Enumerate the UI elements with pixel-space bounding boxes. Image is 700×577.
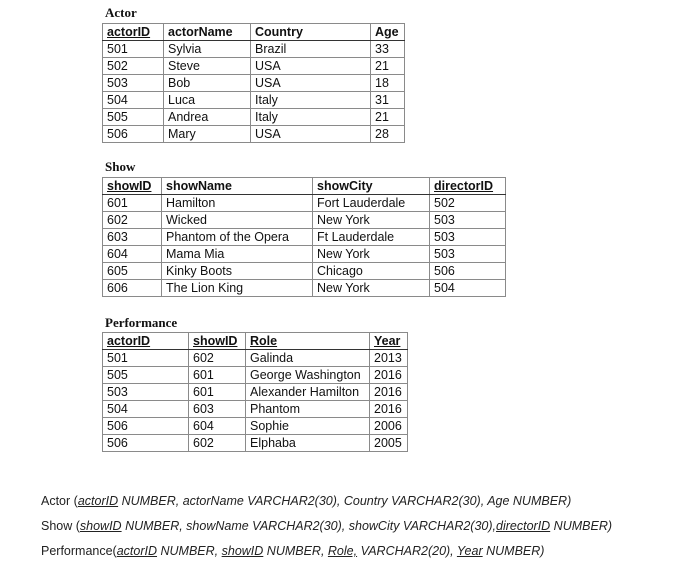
table-cell: 605	[103, 263, 162, 280]
table-cell: Sophie	[246, 418, 370, 435]
table-cell: USA	[251, 75, 371, 92]
table-row	[103, 212, 506, 229]
schema-show-key2: directorID	[496, 519, 551, 533]
schema-show-key: showID	[79, 519, 122, 533]
table-cell: 506	[103, 435, 189, 452]
schema-performance-mid2: NUMBER,	[263, 544, 328, 558]
table-cell: Hamilton	[162, 195, 313, 212]
table-cell: Mama Mia	[162, 246, 313, 263]
table-cell: 501	[103, 350, 189, 367]
actor-header-row	[103, 24, 405, 41]
table-cell: 2016	[370, 384, 408, 401]
table-cell: 31	[371, 92, 405, 109]
table-cell: Ft Lauderdale	[313, 229, 430, 246]
table-cell: Phantom	[246, 401, 370, 418]
table-cell: 503	[430, 212, 506, 229]
table-cell: 505	[103, 109, 164, 126]
table-cell: 2013	[370, 350, 408, 367]
table-cell: Italy	[251, 92, 371, 109]
table-cell: 501	[103, 41, 164, 58]
actor-table	[102, 23, 405, 143]
table-cell: Bob	[164, 75, 251, 92]
schema-performance-key2: showID	[221, 544, 264, 558]
schema-actor-key: actorID	[77, 494, 119, 508]
column-header-age: Age	[371, 24, 405, 41]
column-header-year: Year	[370, 333, 408, 350]
show-table	[102, 177, 506, 297]
table-cell: 28	[371, 126, 405, 143]
show-table-title: Show	[105, 159, 136, 174]
table-row	[103, 41, 405, 58]
table-cell: 604	[189, 418, 246, 435]
table-cell: 602	[103, 212, 162, 229]
table-cell: 603	[189, 401, 246, 418]
column-header-showid: showID	[103, 178, 162, 195]
schema-actor-name: Actor (	[41, 494, 78, 508]
schema-performance-rest: NUMBER)	[482, 544, 545, 558]
table-cell: USA	[251, 58, 371, 75]
table-cell: Sylvia	[164, 41, 251, 58]
table-cell: Mary	[164, 126, 251, 143]
column-header-actorid: actorID	[103, 333, 189, 350]
table-cell: New York	[313, 212, 430, 229]
table-cell: 2016	[370, 367, 408, 384]
performance-table-title: Performance	[105, 315, 178, 330]
table-cell: Fort Lauderdale	[313, 195, 430, 212]
table-row	[103, 229, 506, 246]
table-cell: 2016	[370, 401, 408, 418]
table-cell: 602	[189, 435, 246, 452]
column-header-showid: showID	[189, 333, 246, 350]
table-cell: 504	[103, 92, 164, 109]
schema-performance	[41, 544, 544, 559]
table-cell: Chicago	[313, 263, 430, 280]
performance-table	[102, 332, 408, 452]
table-cell: Wicked	[162, 212, 313, 229]
table-cell: 601	[189, 367, 246, 384]
table-cell: 506	[430, 263, 506, 280]
table-cell: 506	[103, 418, 189, 435]
table-row	[103, 58, 405, 75]
table-cell: 602	[189, 350, 246, 367]
table-cell: 503	[103, 75, 164, 92]
schema-performance-mid: NUMBER,	[157, 544, 222, 558]
table-cell: New York	[313, 280, 430, 297]
table-row	[103, 401, 408, 418]
table-cell: Kinky Boots	[162, 263, 313, 280]
schema-show-rest: NUMBER)	[550, 519, 613, 533]
table-cell: George Washington	[246, 367, 370, 384]
schema-performance-mid3: VARCHAR2(20),	[357, 544, 457, 558]
column-header-role: Role	[246, 333, 370, 350]
schema-show	[41, 519, 612, 534]
table-row	[103, 263, 506, 280]
table-cell: Brazil	[251, 41, 371, 58]
table-cell: 502	[430, 195, 506, 212]
table-cell: 604	[103, 246, 162, 263]
column-header-directorid: directorID	[430, 178, 506, 195]
table-row	[103, 246, 506, 263]
table-row	[103, 435, 408, 452]
schema-performance-key3: Role,	[327, 544, 358, 558]
schema-performance-key: actorID	[116, 544, 158, 558]
table-row	[103, 195, 506, 212]
column-header-showname: showName	[162, 178, 313, 195]
table-cell: 503	[430, 246, 506, 263]
column-header-actorid: actorID	[103, 24, 164, 41]
table-cell: 21	[371, 58, 405, 75]
table-cell: 506	[103, 126, 164, 143]
table-cell: Elphaba	[246, 435, 370, 452]
table-cell: 606	[103, 280, 162, 297]
table-row	[103, 126, 405, 143]
table-row	[103, 350, 408, 367]
schema-show-name: Show (	[41, 519, 80, 533]
schema-performance-key4: Year	[456, 544, 483, 558]
table-cell: 2006	[370, 418, 408, 435]
table-cell: 603	[103, 229, 162, 246]
table-cell: 601	[189, 384, 246, 401]
table-cell: Italy	[251, 109, 371, 126]
table-cell: 601	[103, 195, 162, 212]
column-header-showcity: showCity	[313, 178, 430, 195]
table-row	[103, 280, 506, 297]
table-cell: 504	[103, 401, 189, 418]
table-cell: Steve	[164, 58, 251, 75]
schema-show-mid: NUMBER, showName VARCHAR2(30), showCity VARCHAR2(30),	[121, 519, 497, 533]
table-cell: Luca	[164, 92, 251, 109]
schema-actor-rest: NUMBER, actorName VARCHAR2(30), Country VARCHAR2(30), Age NUMBER)	[118, 494, 572, 508]
table-cell: 502	[103, 58, 164, 75]
table-cell: 504	[430, 280, 506, 297]
performance-header-row	[103, 333, 408, 350]
table-cell: Phantom of the Opera	[162, 229, 313, 246]
table-cell: USA	[251, 126, 371, 143]
table-row	[103, 109, 405, 126]
table-cell: Andrea	[164, 109, 251, 126]
table-cell: The Lion King	[162, 280, 313, 297]
table-cell: 33	[371, 41, 405, 58]
table-row	[103, 367, 408, 384]
table-cell: Alexander Hamilton	[246, 384, 370, 401]
table-cell: 503	[103, 384, 189, 401]
actor-table-title: Actor	[105, 5, 137, 20]
table-cell: 21	[371, 109, 405, 126]
column-header-country: Country	[251, 24, 371, 41]
table-row	[103, 75, 405, 92]
table-cell: Galinda	[246, 350, 370, 367]
table-cell: 18	[371, 75, 405, 92]
table-cell: 503	[430, 229, 506, 246]
table-row	[103, 384, 408, 401]
schema-actor	[41, 494, 571, 509]
table-row	[103, 92, 405, 109]
show-header-row	[103, 178, 506, 195]
table-cell: 505	[103, 367, 189, 384]
table-cell: New York	[313, 246, 430, 263]
table-cell: 2005	[370, 435, 408, 452]
schema-performance-name: Performance(	[41, 544, 117, 558]
table-row	[103, 418, 408, 435]
column-header-actorname: actorName	[164, 24, 251, 41]
